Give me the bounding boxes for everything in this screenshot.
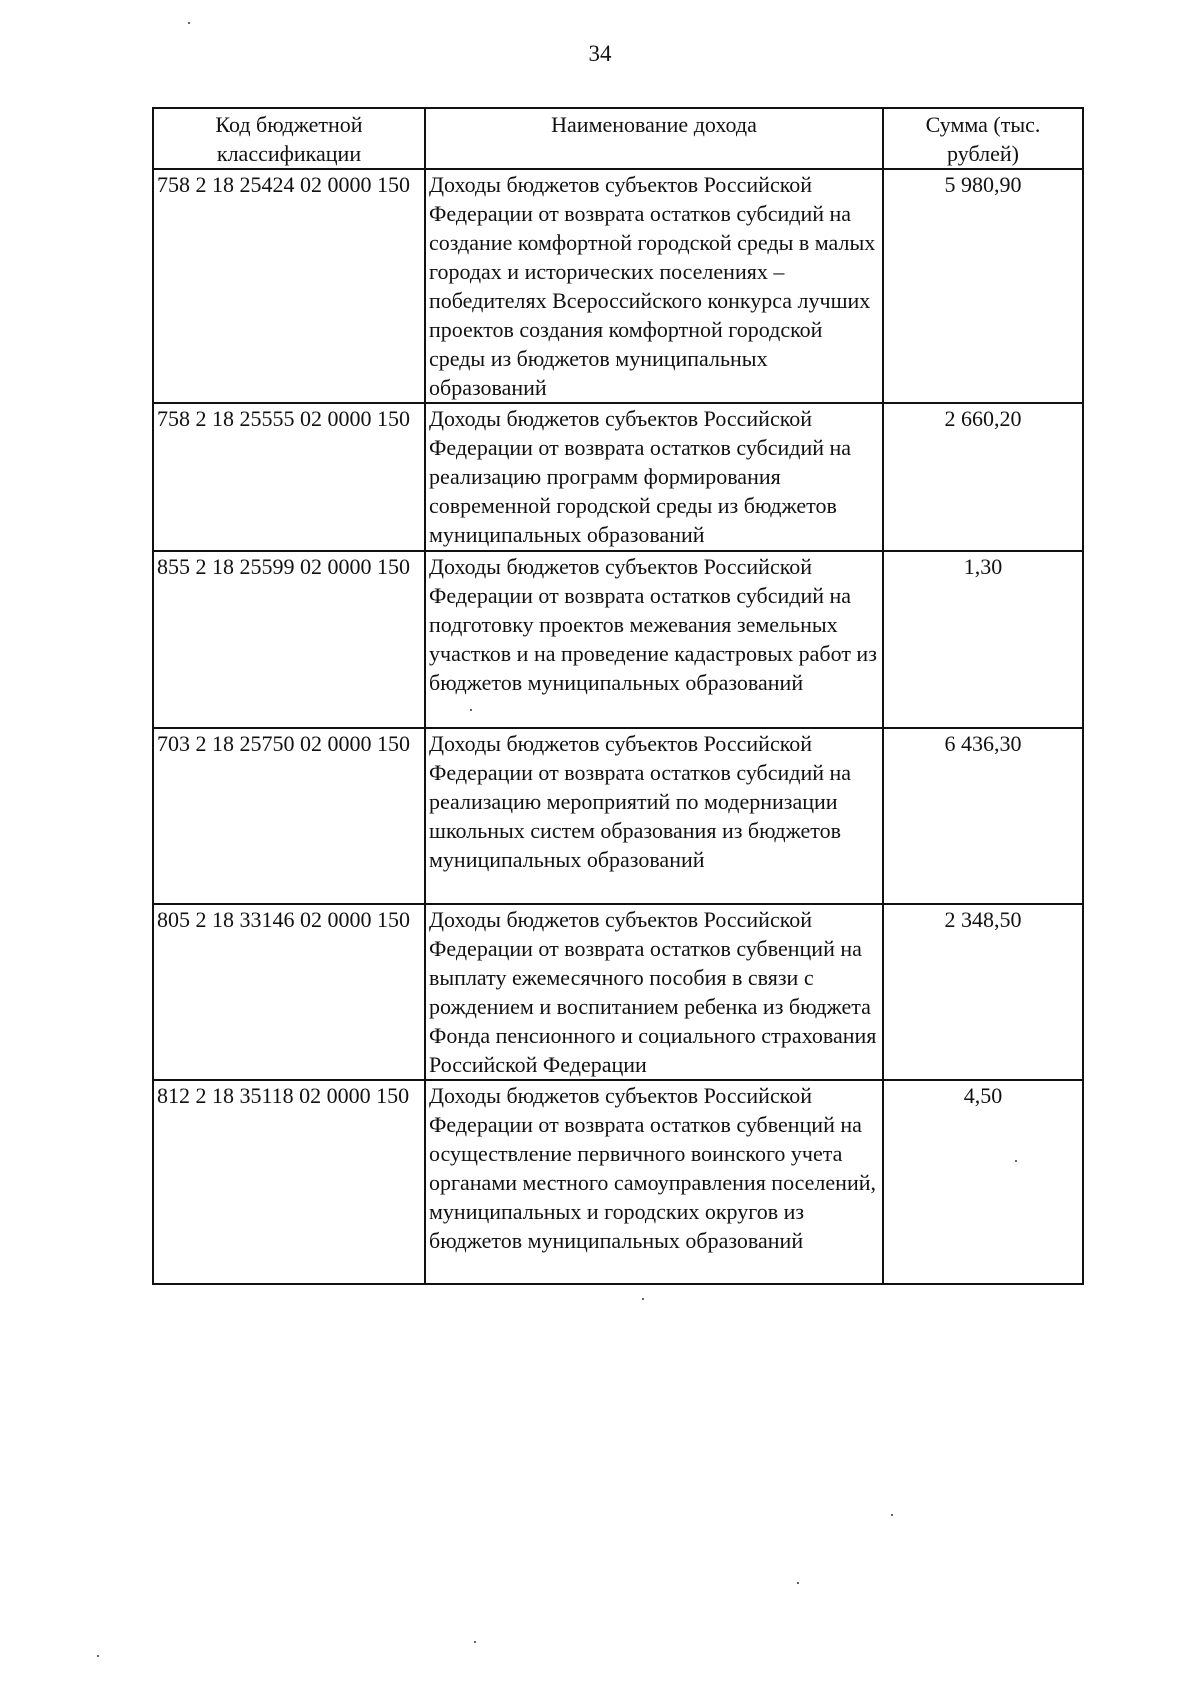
header-sum: Сумма (тыс. рублей) bbox=[883, 108, 1083, 169]
scan-speck bbox=[188, 22, 190, 24]
row-sum: 2 348,50 bbox=[883, 904, 1083, 1080]
page-number: 34 bbox=[588, 41, 612, 66]
row-sum: 1,30 bbox=[883, 551, 1083, 728]
row-code: 805 2 18 33146 02 0000 150 bbox=[153, 904, 425, 1080]
row-name: Доходы бюджетов субъектов Российской Федерации от возврата остатков субсидий на создание комфортной городской среды в малых городах и исторических поселениях – победителях Всероссийского конкурса лучших проектов создания комфортной городской среды из бюджетов муниципальных образований bbox=[425, 169, 883, 403]
header-code: Код бюджетной классификации bbox=[153, 108, 425, 169]
header-name: Наименование дохода bbox=[425, 108, 883, 169]
table-header bbox=[153, 108, 1083, 169]
scan-speck bbox=[1015, 1160, 1017, 1162]
table-row bbox=[153, 1080, 1083, 1284]
budget-income-table bbox=[152, 107, 1084, 1285]
row-name: Доходы бюджетов субъектов Российской Федерации от возврата остатков субсидий на реализацию программ формирования современной городской среды из бюджетов муниципальных образований bbox=[425, 403, 883, 551]
table-row bbox=[153, 551, 1083, 728]
scan-speck bbox=[891, 1514, 893, 1516]
table-row bbox=[153, 904, 1083, 1080]
table-row bbox=[153, 403, 1083, 551]
row-code: 758 2 18 25555 02 0000 150 bbox=[153, 403, 425, 551]
scan-speck bbox=[474, 1641, 476, 1643]
row-code: 703 2 18 25750 02 0000 150 bbox=[153, 728, 425, 904]
table-row bbox=[153, 728, 1083, 904]
row-name: Доходы бюджетов субъектов Российской Федерации от возврата остатков субвенций на выплату ежемесячного пособия в связи с рождением и воспитанием ребенка из бюджета Фонда пенсионного и социального страхования Российской Федерации bbox=[425, 904, 883, 1080]
row-sum: 6 436,30 bbox=[883, 728, 1083, 904]
scan-speck bbox=[470, 709, 472, 711]
scan-speck bbox=[797, 1582, 799, 1584]
scan-speck bbox=[97, 1655, 99, 1657]
row-sum: 5 980,90 bbox=[883, 169, 1083, 403]
row-code: 758 2 18 25424 02 0000 150 bbox=[153, 169, 425, 403]
table-body bbox=[153, 169, 1083, 1284]
row-name: Доходы бюджетов субъектов Российской Федерации от возврата остатков субвенций на осуществление первичного воинского учета органами местного самоуправления поселений, муниципальных и городских округов из бюджетов муниципальных образований bbox=[425, 1080, 883, 1284]
row-code: 812 2 18 35118 02 0000 150 bbox=[153, 1080, 425, 1284]
table-row bbox=[153, 169, 1083, 403]
row-name: Доходы бюджетов субъектов Российской Федерации от возврата остатков субсидий на реализацию мероприятий по модернизации школьных систем образования из бюджетов муниципальных образований bbox=[425, 728, 883, 904]
row-sum: 2 660,20 bbox=[883, 403, 1083, 551]
header-row bbox=[153, 108, 1083, 169]
row-sum: 4,50 bbox=[883, 1080, 1083, 1284]
row-code: 855 2 18 25599 02 0000 150 bbox=[153, 551, 425, 728]
scan-speck bbox=[642, 1298, 644, 1300]
row-name: Доходы бюджетов субъектов Российской Федерации от возврата остатков субсидий на подготовку проектов межевания земельных участков и на проведение кадастровых работ из бюджетов муниципальных образований bbox=[425, 551, 883, 728]
